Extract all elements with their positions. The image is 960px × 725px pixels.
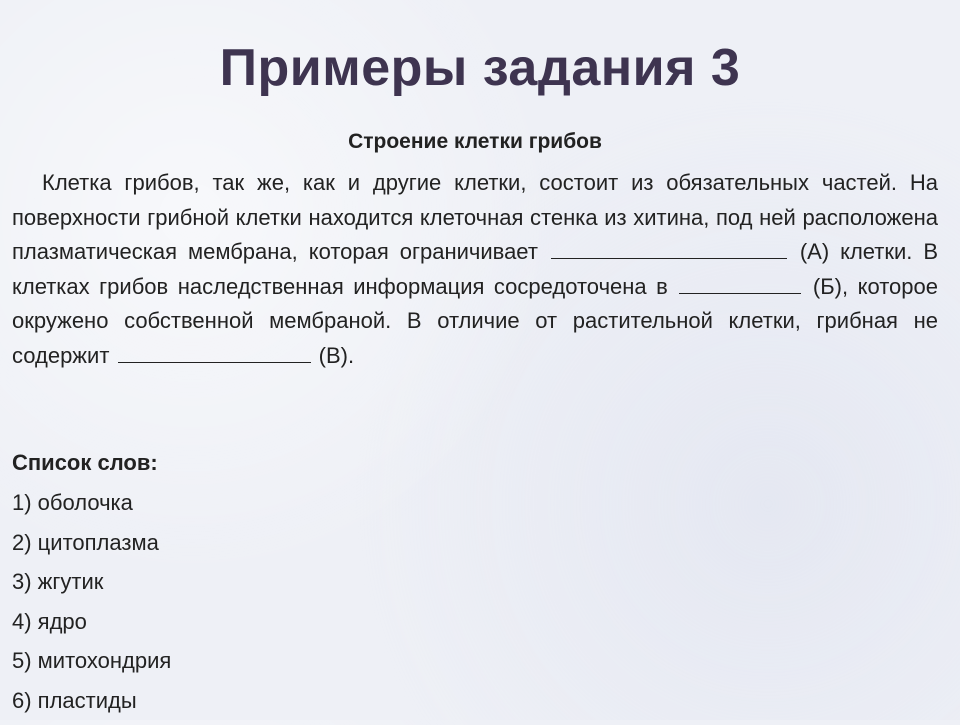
word-list-heading: Список слов: [12,450,158,476]
word-list [12,488,171,725]
blank-a [551,238,787,259]
list-item: 6) пластиды [12,686,171,725]
paragraph-part-2: (А) клетки. В клетках грибов наследственная информация сосредоточена в [12,239,938,299]
list-item: 1) оболочка [12,488,171,528]
list-item: 2) цитоплазма [12,528,171,568]
blank-v [118,342,311,363]
list-item: 5) митохондрия [12,646,171,686]
list-item: 4) ядро [12,607,171,647]
paragraph-part-3: (Б), которое окружено собственной мембраной. В отличие от растительной клетки, грибная не содержит [12,274,938,368]
paragraph-part-1: Клетка грибов, так же, как и другие клетки, состоит из обязательных частей. На поверхности грибной клетки находится клеточная стенка из хитина, под ней расположена плазматическая мембрана, которая ограничивает [12,170,938,264]
text-subtitle: Строение клетки грибов [0,130,950,154]
blank-b [679,273,801,294]
slide-title: Примеры задания 3 [0,38,960,98]
list-item: 3) жгутик [12,567,171,607]
task-paragraph [12,166,938,373]
paragraph-part-4: (В). [319,343,354,368]
